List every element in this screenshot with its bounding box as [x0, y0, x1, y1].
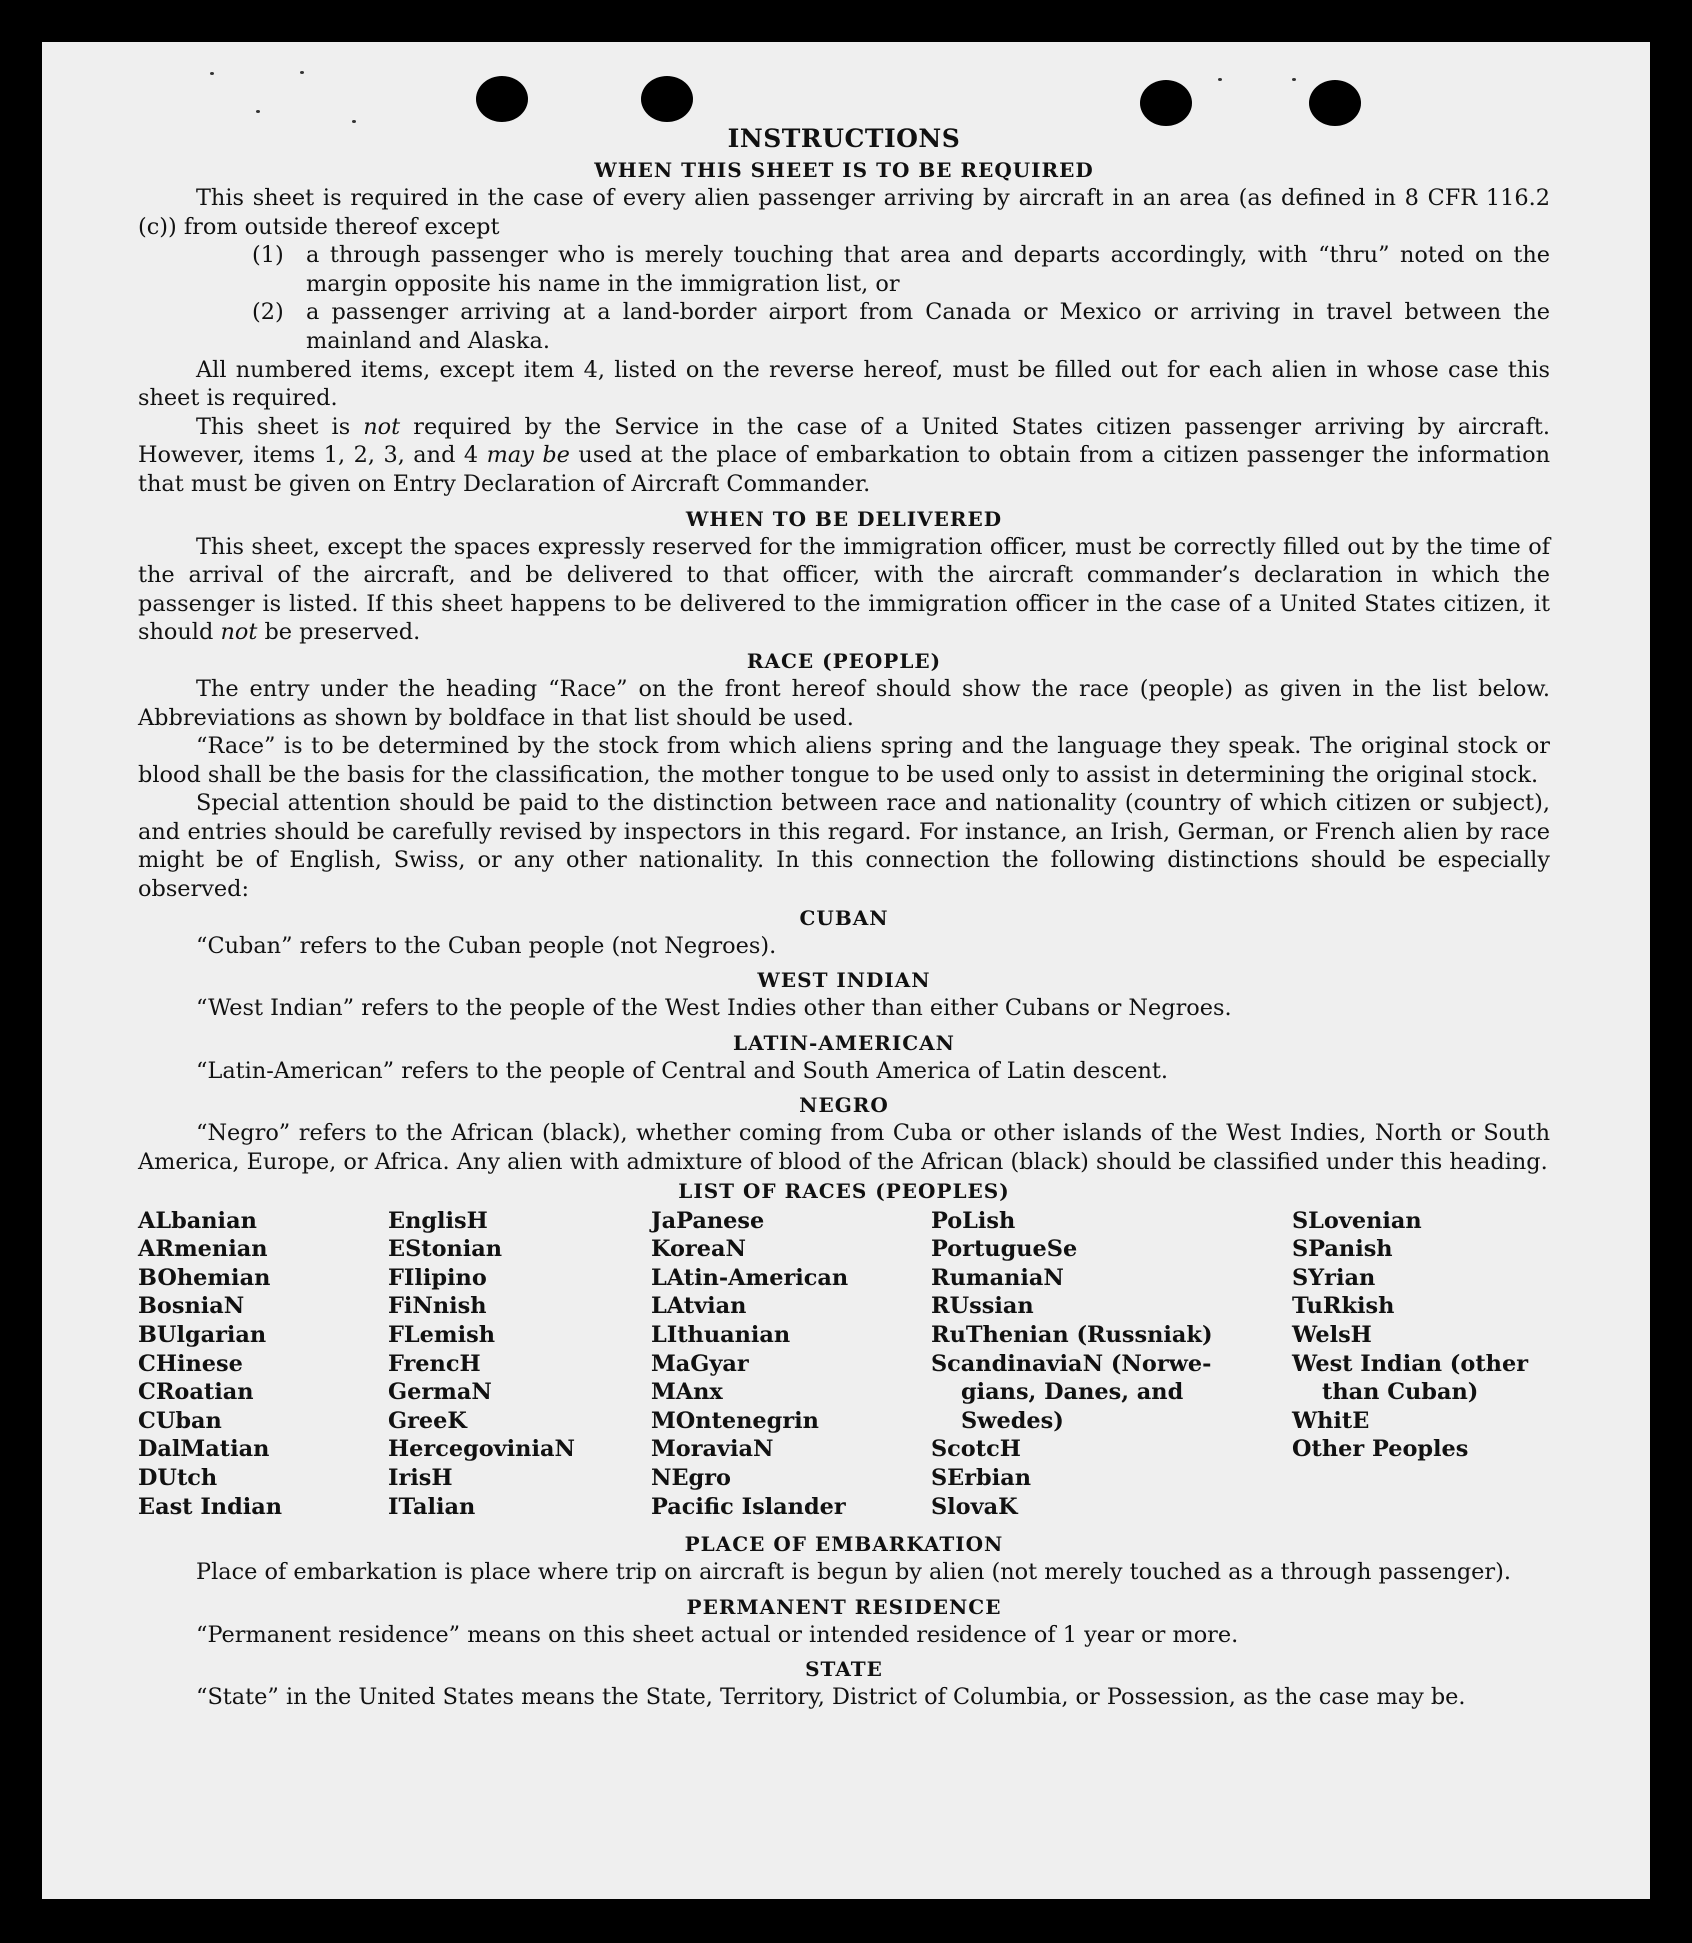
document-sheet — [42, 42, 1650, 1899]
race-item: BUlgarian — [138, 1322, 267, 1348]
paragraph: “Latin-American” refers to the people of Central and South America of Latin descent. — [196, 1057, 1169, 1084]
race-item: FLemish — [388, 1322, 495, 1348]
section-heading: WHEN TO BE DELIVERED — [685, 506, 1003, 531]
race-item: ScotcH — [931, 1436, 1021, 1463]
race-item: GermaN — [388, 1379, 492, 1406]
section-heading: STATE — [805, 1657, 883, 1682]
section-heading: WHEN THIS SHEET IS TO BE REQUIRED — [594, 158, 1094, 182]
race-item: Swedes) — [961, 1407, 1064, 1434]
paragraph: This sheet is not required by the Service in the case of a United States citizen passenger arriving by aircraft. However, items 1, 2, 3, and 4 may be used at the place of embarkation to obtain from a citizen passenger the information that must be given on Entry Declaration of Aircraft Commander. — [138, 413, 1550, 497]
list-item — [252, 241, 1550, 298]
speck — [1292, 78, 1296, 81]
race-item: WelsH — [1292, 1322, 1372, 1348]
page-content — [138, 122, 1550, 1712]
race-item: HercegoviniaN — [388, 1436, 575, 1463]
section-heading: CUBAN — [799, 905, 889, 930]
list-item — [252, 298, 1550, 355]
section-heading: RACE (PEOPLE) — [746, 648, 942, 673]
race-item: SLovenian — [1292, 1207, 1422, 1234]
section-heading: PLACE OF EMBARKATION — [684, 1532, 1004, 1557]
punch-hole — [1309, 80, 1361, 126]
race-column — [1292, 1207, 1550, 1522]
race-item: MAnx — [651, 1379, 723, 1406]
race-column — [931, 1207, 1292, 1522]
race-column — [388, 1207, 651, 1522]
race-item: DUtch — [138, 1464, 218, 1491]
paragraph: “Race” is to be determined by the stock from which aliens spring and the language they speak. The original stock or blood shall be the basis for the classification, the mother tongue to be used only to assist in determining the original stock. — [138, 733, 1550, 788]
speck — [210, 72, 214, 75]
paragraph: All numbered items, except item 4, listed on the reverse hereof, must be filled out for each alien in whose case this sheet is required. — [138, 356, 1550, 412]
section-heading: NEGRO — [799, 1093, 889, 1118]
speck — [1218, 78, 1222, 81]
section-heading: WEST INDIAN — [757, 968, 931, 993]
list-text: a passenger arriving at a land-border airport from Canada or Mexico or arriving in travel between the mainland and Alaska. — [306, 299, 1550, 354]
race-item: BosniaN — [138, 1293, 245, 1320]
race-item: DalMatian — [138, 1436, 270, 1463]
paragraph: Place of embarkation is place where trip on aircraft is begun by alien (not merely touched as a through passenger). — [196, 1559, 1511, 1586]
race-item: CHinese — [138, 1350, 243, 1377]
race-item: NEgro — [651, 1464, 731, 1491]
race-item: WhitE — [1292, 1407, 1370, 1434]
paragraph: This sheet is required in the case of every alien passenger arriving by aircraft in an area (as defined in 8 CFR 116.2 (c)) from outside thereof except — [138, 185, 1550, 240]
race-item: JaPanese — [651, 1207, 765, 1234]
race-item: SPanish — [1292, 1236, 1393, 1263]
list-number: (2) — [252, 299, 284, 326]
race-item: FrencH — [388, 1350, 481, 1377]
race-item: East Indian — [138, 1493, 283, 1520]
punch-hole — [641, 76, 693, 122]
race-item: ITalian — [388, 1493, 476, 1520]
race-item: Other Peoples — [1292, 1436, 1469, 1463]
race-item: KoreaN — [651, 1236, 746, 1263]
race-item: CUban — [138, 1407, 222, 1434]
race-list — [138, 1207, 1550, 1522]
race-item: LAtin-American — [651, 1264, 849, 1291]
race-item: LIthuanian — [651, 1322, 791, 1348]
race-item: FiNnish — [388, 1293, 487, 1320]
race-column — [138, 1207, 388, 1522]
speck — [256, 110, 260, 113]
race-item: RUssian — [931, 1293, 1034, 1320]
punch-hole — [476, 76, 528, 122]
race-item: Pacific Islander — [651, 1493, 846, 1520]
page-title: INSTRUCTIONS — [727, 124, 961, 153]
section-heading: LATIN-AMERICAN — [733, 1030, 955, 1055]
speck — [300, 71, 304, 74]
section-heading: PERMANENT RESIDENCE — [686, 1594, 1002, 1619]
race-item: CRoatian — [138, 1379, 254, 1406]
race-item: SErbian — [931, 1464, 1031, 1491]
race-item: West Indian (other — [1292, 1350, 1528, 1377]
paragraph: “West Indian” refers to the people of the West Indies other than either Cubans or Negroes. — [196, 995, 1232, 1022]
race-item: MaGyar — [651, 1350, 749, 1377]
race-column — [651, 1207, 931, 1522]
list-number: (1) — [252, 242, 284, 269]
race-item: ARmenian — [138, 1236, 268, 1263]
race-item: RumaniaN — [931, 1264, 1064, 1291]
race-item: PoLish — [931, 1207, 1016, 1234]
race-item: TuRkish — [1292, 1293, 1395, 1320]
race-item: LAtvian — [651, 1293, 747, 1320]
race-item: MoraviaN — [651, 1436, 774, 1463]
list-text: a through passenger who is merely touching that area and departs accordingly, with “thru” noted on the margin opposite his name in the immigration list, or — [306, 242, 1550, 297]
race-item: than Cuban) — [1322, 1379, 1479, 1406]
race-item: GreeK — [388, 1407, 467, 1434]
race-item: FIlipino — [388, 1264, 487, 1291]
section-heading: LIST OF RACES (PEOPLES) — [678, 1178, 1010, 1203]
race-item: PortugueSe — [931, 1236, 1078, 1263]
paragraph: Special attention should be paid to the distinction between race and nationality (country of which citizen or subject), and entries should be carefully revised by inspectors in this regard. For instance, an Irish, German, or French alien by race might be of English, Swiss, or any other nationality. In this connection the following distinctions should be especially observed: — [138, 790, 1550, 903]
race-item: gians, Danes, and — [961, 1379, 1184, 1406]
paragraph: “Negro” refers to the African (black), whether coming from Cuba or other islands of the West Indies, North or South America, Europe, or Africa. Any alien with admixture of blood of the African (black) should be classified under this heading. — [138, 1120, 1550, 1176]
paragraph: “State” in the United States means the State, Territory, District of Columbia, or Possession, as the case may be. — [196, 1684, 1466, 1711]
race-item: ScandinaviaN (Norwe- — [931, 1350, 1212, 1377]
race-item: MOntenegrin — [651, 1407, 819, 1434]
paragraph: This sheet, except the spaces expressly reserved for the immigration officer, must be correctly filled out by the time of the arrival of the aircraft, and be delivered to that officer, with the aircraft commander’s declaration in which the passenger is listed. If this sheet happens to be delivered to the immigration officer in the case of a United States citizen, it should not be preserved. — [138, 533, 1550, 646]
paragraph: “Cuban” refers to the Cuban people (not Negroes). — [196, 932, 777, 959]
race-item: SYrian — [1292, 1264, 1376, 1291]
race-item: BOhemian — [138, 1264, 271, 1291]
race-item: EnglisH — [388, 1207, 488, 1234]
paragraph: “Permanent residence” means on this sheet actual or intended residence of 1 year or more. — [196, 1621, 1239, 1648]
punch-hole — [1140, 80, 1192, 126]
race-item: EStonian — [388, 1236, 503, 1263]
race-item: SlovaK — [931, 1493, 1018, 1520]
paragraph: The entry under the heading “Race” on the front hereof should show the race (people) as given in the list below. Abbreviations as shown by boldface in that list should be used. — [138, 675, 1550, 731]
race-item: IrisH — [388, 1464, 453, 1491]
race-item: ALbanian — [138, 1207, 257, 1234]
race-item: RuThenian (Russniak) — [931, 1322, 1213, 1348]
